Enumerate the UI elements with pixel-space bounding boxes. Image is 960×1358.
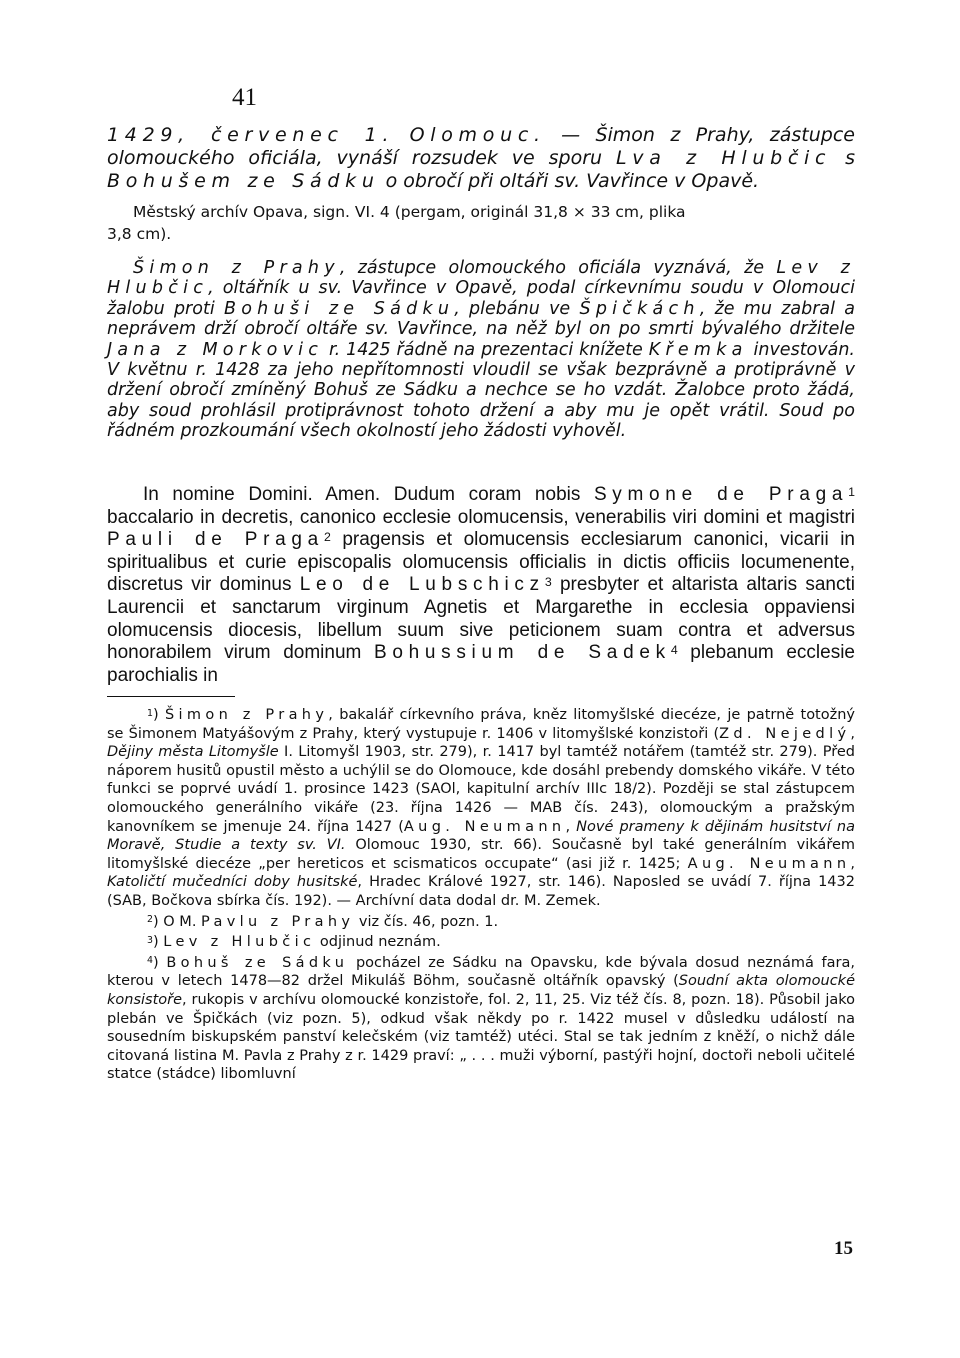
heading-text: Šimon z Prahy, zástupce olomouckého oficiála, vynáší rozsudek ve sporu xyxy=(107,124,855,169)
footnote-work: Dějiny města Litomyšle xyxy=(107,744,279,761)
regest-name: Křemka xyxy=(648,339,748,360)
footnote-3: $^3$) Lev z Hlubčic odjinud neznám. xyxy=(147,934,441,951)
footnote-text: , Hradec Králové 1927, str. 146). Naposled se uvádí 7. října 1432 (SAB, Bočkova sbírka čís. 192). — Archívní data dodal dr. M. Zemek. xyxy=(107,874,855,909)
footnote-name: Lev z Hlubčic xyxy=(163,934,316,951)
footnote-name: Bohuš ze Sádku xyxy=(166,954,349,971)
latin-name: Pauli de Praga xyxy=(107,529,324,551)
footnote-ref: 1 xyxy=(848,484,856,499)
footnote-mark: 1 xyxy=(147,707,153,719)
footnote-text: , rukopis v archívu olomoucké konzistoře, fol. 2, 11, 25. Viz též čís. 8, pozn. 18). Působil jako plebán ve Špičkách (viz pozn. 5), odkud však někdy po r. 1422 musel v důsledku událostí na sousedním biskupském panství kelečském (viz tamtéž) utéci. Stal se tak jedním z kněží, o nichž dále citovaná listina M. Pavla z Prahy z r. 1429 praví: „ . . . muži výborní, pastýři hojní, doctoři neboli učitelé statce (stádce) libomluvní xyxy=(107,991,855,1083)
footnote-text: , xyxy=(850,855,855,872)
latin-text: In nomine Domini. Amen. Dudum coram nobis xyxy=(143,484,594,505)
regest-text: investován. V květnu r. 1428 za jeho nepřítomnosti vloudil se však bezprávně a protiprávně v držení obročí zmíněný Bohuš ze Sádku a nechce se ho vzdát. Žalobce proto žádá, aby soud prohlásil protiprávnost tohoto držení a aby mu je opět vrátil. Soud po řádném prozkoumání všech okolností jeho žádosti vyhověl. xyxy=(107,339,855,442)
latin-text: presbyter et altarista altaris sancti Laurencii et sanctarum virginum Agnetis et Margarethe in ecclesia oppaviensi olomucensis diocesis, libellum suum sive peticionem suam contra et adversus honorabilem virum dominum xyxy=(107,574,855,664)
footnote-name: Pavlu z Prahy xyxy=(201,913,355,930)
charter-place: Olomouc. xyxy=(409,124,546,146)
footnote-work: Katoličtí mučedníci doby husitské xyxy=(107,874,358,891)
footnote-1: $^1$) Šimon z Prahy, bakalář církevního práva, kněz litomyšlské diecéze, je patrně totožný se Šimonem Matyášovým z Prahy, který vystupuje r. 1406 v litomyšlské konzistoři (Zd. Nejedlý, Dějiny města Litomyšle I. Litomyšl 1903, str. 279), r. 1417 byl tamtéž notářem (tamtéž str. 279). Před náporem husitů opustil město a uchýlil se do Olomouce, kde dosáhl prebendy domského vikáře. V této funkci se poprvé uvádí 1. prosince 1423 (SAOl, kapitulní archív IIIc 18/2). Později se stal zástupcem olomouckého generálního vikáře (23. října 1426 — MAB čís. 243), olomouckým a pražským kanovníkem se jmenuje 24. října 1427 (Aug. Neumann, Nové prameny k dějinám husitství na Moravě, Studie a texty sv. VI. Olomouc 1930, str. 66). Současně byl také generálním vikářem litomyšlské diecéze „per hereticos et scismaticos occupate“ (asi již r. 1425; Aug. Neumann, Katoličtí mučedníci doby husitské, Hradec Králové 1927, str. 146). Naposled se uvádí 7. října 1432 (SAB, Bočkova sbírka čís. 192). — Archívní data dodal dr. M. Zemek. xyxy=(107,707,856,909)
latin-text: baccalario in decretis, canonico ecclesie olomucensis, venerabilis viri domini et magistri xyxy=(107,506,855,528)
heading-dash: — xyxy=(545,124,596,146)
footnote-author: Aug. Neumann xyxy=(687,855,851,872)
footnote-work: Soudní akta olomoucké konsistoře xyxy=(107,973,855,1008)
latin-text: pragensis et olomucensis ecclesiarum canonici, vicarii in spiritualibus et curie episcopalis olomucensis officialis in dictis officiis locumenente, discretus vir dominus xyxy=(107,529,855,596)
heading-name: Lva z Hlubčic xyxy=(615,147,832,169)
footnote-ref: 2 xyxy=(323,529,331,544)
latin-name: Symone de Praga xyxy=(593,484,849,505)
heading-text: s xyxy=(831,147,855,169)
regest-name: Jana z Morkovic xyxy=(107,339,324,360)
latin-text: plebanum ecclesie parochialis in xyxy=(107,642,855,686)
source-line: 3,8 cm). xyxy=(107,225,172,243)
footnote-text: viz čís. 46, pozn. 1. xyxy=(354,913,499,930)
charter-heading xyxy=(107,124,855,193)
footnote-text: odjinud neznám. xyxy=(315,934,441,951)
regest-text: r. 1425 řádně na prezentaci knížete xyxy=(323,339,649,360)
regest-text: , oltářník u sv. Vavřince v Opavě, podal církevnímu soudu v Olomouci žalobu proti xyxy=(107,278,855,319)
footnote-4: $^4$) Bohuš ze Sádku pocházel ze Sádku na Opavsku, kde bývala dosud neznámá fara, kterou v letech 1478—82 držel Mikuláš Böhm, současně oltářník opavský (Soudní akta olomoucké konsistoře, rukopis v archívu olomoucké konzistoře, fol. 2, 11, 25. Viz též čís. 8, pozn. 18). Působil jako plebán ve Špičkách (viz pozn. 5), odkud však někdy po r. 1422 musel v důsledku událostí na sousedním biskupském panství kelečském (viz tamtéž) utéci. Stal se tak jedním z kněží, o nichž dále citovaná listina M. Pavla z Prahy z r. 1429 praví: „ . . . muži výborní, pastýři hojní, doctoři neboli učitelé statce (stádce) libomluvní xyxy=(107,954,855,1083)
regest-text: , zástupce olomouckého oficiála vyznává, že xyxy=(339,258,777,278)
footnote-divider xyxy=(107,696,235,697)
footnotes xyxy=(107,706,855,1084)
footnote-text: I. Litomyšl 1903, str. 279), r. 1417 byl tamtéž notářem (tamtéž str. 279). Před náporem husitů opustil město a uchýlil se do Olomouce, kde dosáhl prebendy domského vikáře. V této funkci se poprvé uvádí 1. prosince 1423 (SAOl, kapitulní archív IIIc 18/2). Později se stal zástupcem olomouckého generálního vikáře (23. října 1426 — MAB čís. 243), olomouckým a pražským kanovníkem se jmenuje 24. října 1427 ( xyxy=(107,744,855,835)
archival-source-note xyxy=(107,201,855,245)
folio-number: 15 xyxy=(834,1238,853,1259)
latin-charter-text xyxy=(107,484,855,687)
footnote-text: , xyxy=(850,725,855,742)
footnote-text: Olomouc 1930, str. 66). Současně byl také generálním vikářem litomyšlské diecéze „per hereticos et scismaticos occupate“ (asi již r. 1425; xyxy=(107,837,856,872)
regest-name: Špičkách xyxy=(579,298,700,319)
heading-name: Bohušem ze Sádku xyxy=(107,170,380,192)
charter-date: 1429, červenec 1. xyxy=(107,124,395,146)
footnote-text: pocházel ze Sádku na Opavsku, kde bývala dosud neznámá fara, kterou v letech 1478—82 držel Mikuláš Böhm, současně oltářník opavský ( xyxy=(107,954,855,990)
footnote-name: Šimon z Prahy xyxy=(164,707,329,723)
heading-text: o obročí při oltáři sv. Vavřince v Opavě. xyxy=(379,170,760,192)
footnote-ref: 4 xyxy=(670,642,678,657)
footnote-text: , bakalář církevního práva, kněz litomyšlské diecéze, je patrně totožný se Šimonem Matyášovým z Prahy, který vystupuje r. 1406 v litomyšlské konzistoři ( xyxy=(107,707,855,742)
regest-text: , plebánu ve xyxy=(454,298,580,319)
latin-name: Bohussium de Sadek xyxy=(373,642,671,664)
latin-name: Leo de Lubschicz xyxy=(299,574,545,596)
page-number: 41 xyxy=(232,84,257,111)
regest-name: Bohuši ze Sádku xyxy=(223,298,455,319)
footnote-work: Nové prameny k dějinám husitství na Moravě, Studie a texty sv. VI. xyxy=(107,818,855,854)
footnote-ref: 3 xyxy=(544,575,552,590)
czech-regest xyxy=(107,258,855,442)
regest-text: , že mu zabral a neprávem drží obročí oltáře sv. Vavřince, na něž byl on po smrti bývalého držitele xyxy=(107,298,855,340)
footnote-author: Aug. Neumann xyxy=(403,818,566,835)
footnote-mark: 3 xyxy=(147,934,153,946)
footnote-2: $^2$) O M. Pavlu z Prahy viz čís. 46, pozn. 1. xyxy=(147,913,499,930)
footnote-mark: 2 xyxy=(147,914,153,926)
regest-name: Šimon z Prahy xyxy=(133,258,340,278)
footnote-text: O M. xyxy=(158,913,202,930)
footnote-text: , xyxy=(565,818,577,835)
footnote-mark: 4 xyxy=(147,955,153,967)
source-line: Městský archív Opava, sign. VI. 4 (pergam, originál 31,8 × 33 cm, plika xyxy=(133,203,686,221)
regest-name: Lev z Hlubčic xyxy=(107,258,856,299)
footnote-author: Zd. Nejedlý xyxy=(719,725,851,742)
